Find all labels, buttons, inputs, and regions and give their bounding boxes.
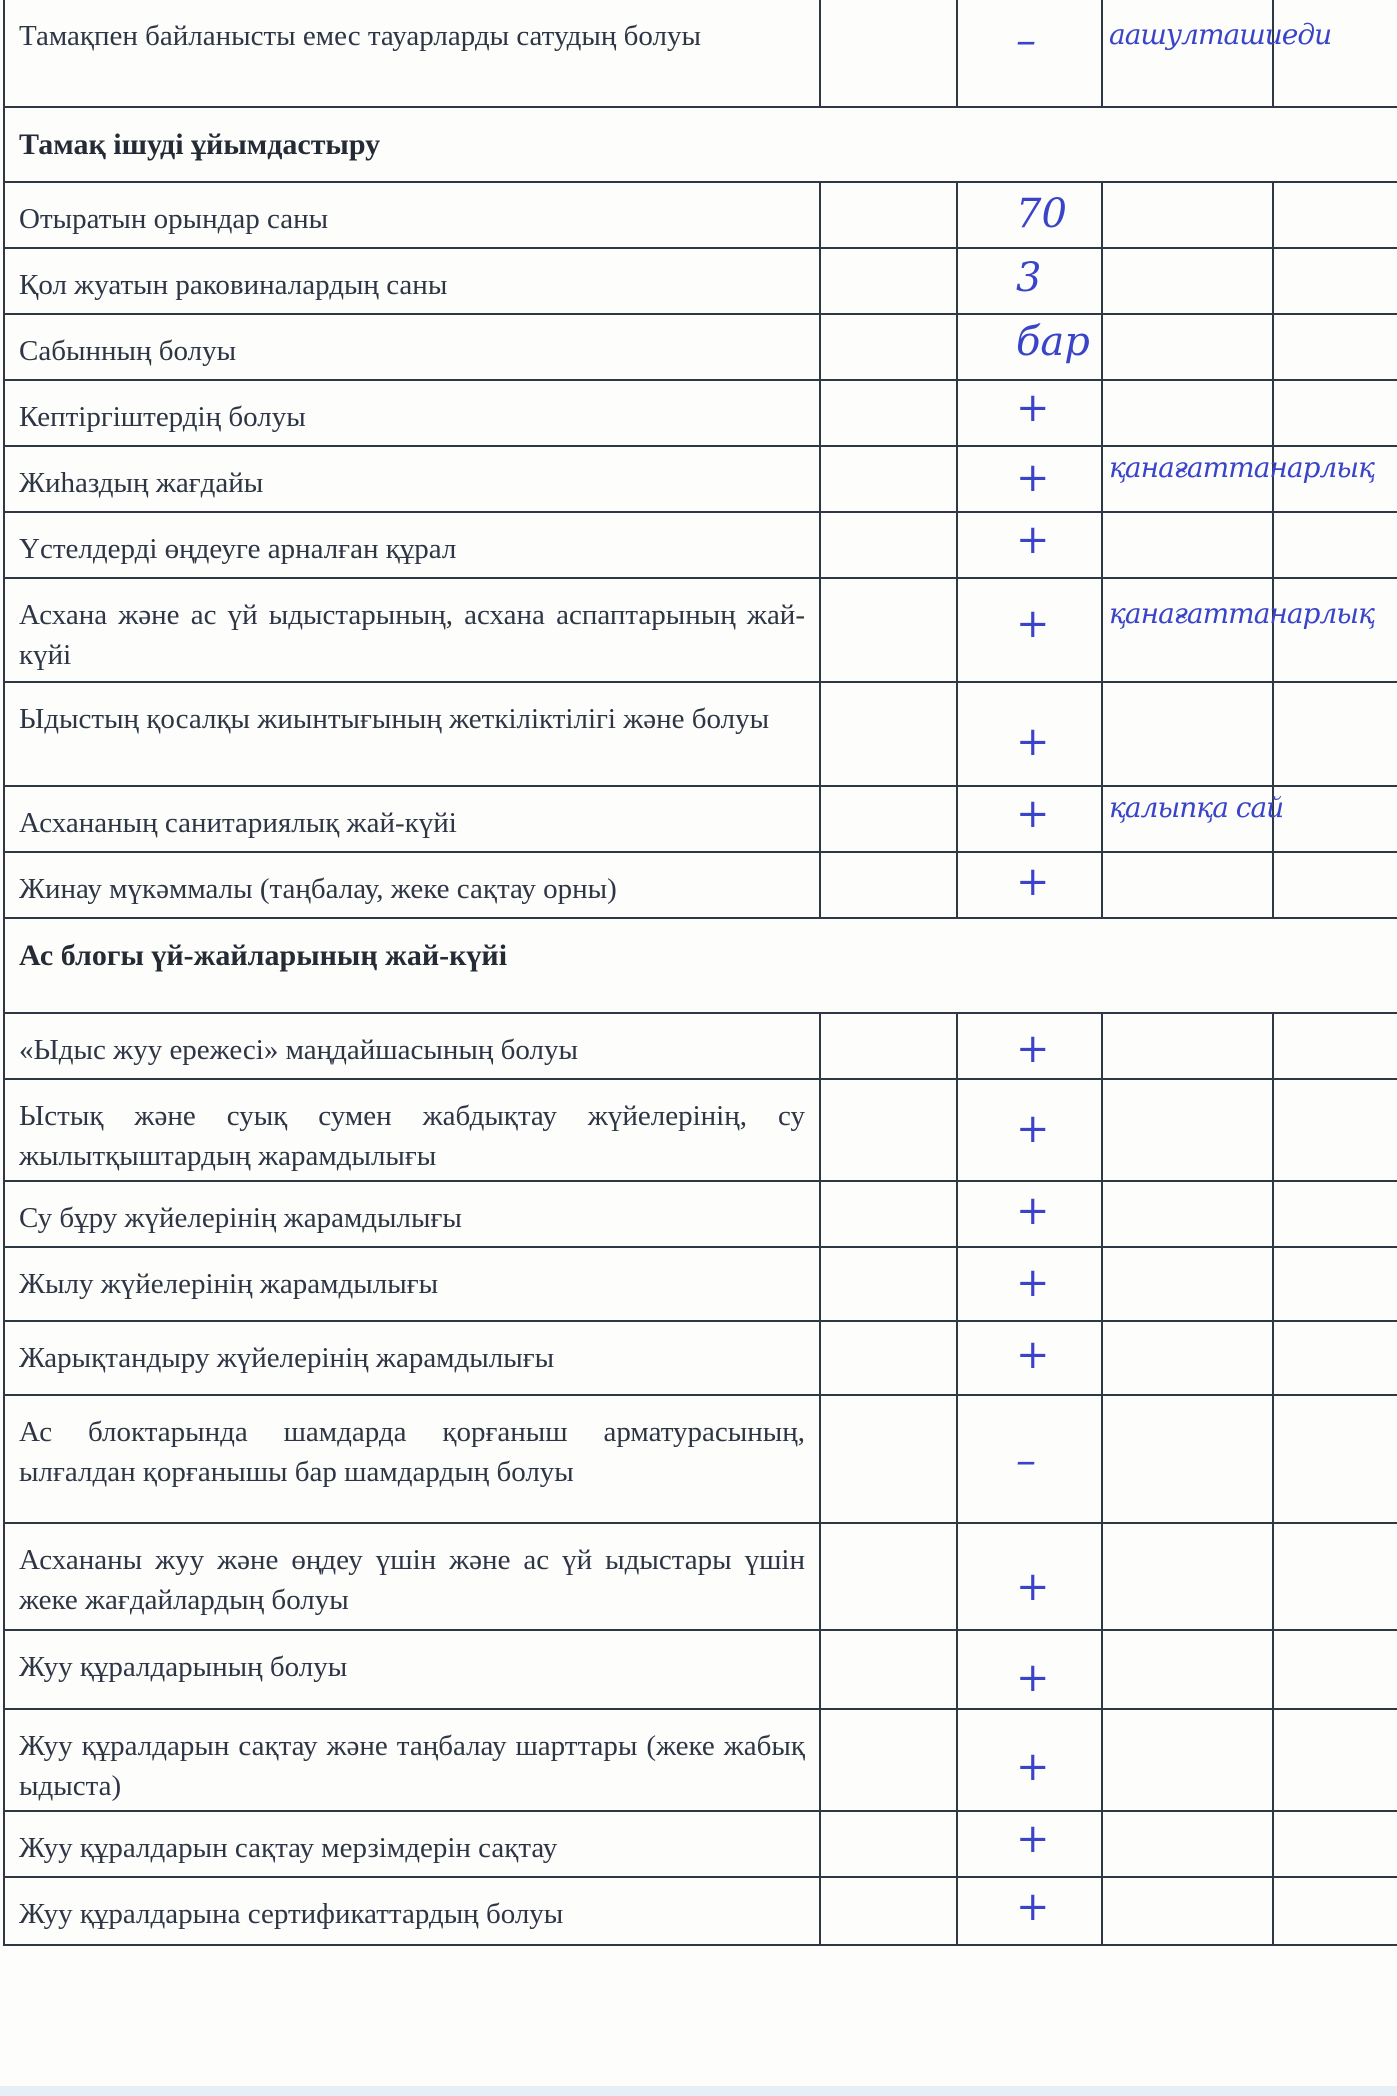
handwritten-mark: +	[1016, 517, 1050, 563]
mark-cell	[957, 1013, 1102, 1079]
handwritten-note: қанағаттанарлық	[1109, 597, 1375, 630]
checklist-row	[4, 1811, 1397, 1877]
handwritten-mark: +	[1016, 1816, 1050, 1862]
note-cell	[1102, 1013, 1273, 1079]
blank-cell	[1273, 182, 1397, 248]
blank-cell	[820, 1709, 957, 1811]
blank-cell	[820, 380, 957, 446]
blank-cell	[1273, 578, 1397, 682]
mark-cell	[957, 1181, 1102, 1247]
blank-cell	[1273, 852, 1397, 918]
checklist-row	[4, 578, 1397, 682]
blank-cell	[1273, 1395, 1397, 1523]
blank-cell	[1273, 512, 1397, 578]
checklist-row	[4, 1013, 1397, 1079]
blank-cell	[820, 578, 957, 682]
checklist-row	[4, 852, 1397, 918]
blank-cell	[1273, 1877, 1397, 1945]
checklist-row	[4, 314, 1397, 380]
criterion-label: Үстелдерді өңдеуге арналған құрал	[4, 512, 820, 578]
criterion-label: Асхананы жуу және өңдеу үшін және ас үй ыдыстары үшін жеке жағдайлардың болуы	[4, 1523, 820, 1630]
blank-cell	[820, 1181, 957, 1247]
mark-cell	[957, 1709, 1102, 1811]
handwritten-mark: +	[1016, 385, 1050, 431]
blank-cell	[820, 1523, 957, 1630]
handwritten-mark: +	[1016, 719, 1050, 765]
scan-bottom-edge	[0, 2086, 1397, 2096]
mark-cell	[957, 512, 1102, 578]
mark-cell	[957, 1395, 1102, 1523]
note-cell	[1102, 1811, 1273, 1877]
checklist-row	[4, 1181, 1397, 1247]
mark-cell	[957, 786, 1102, 852]
criterion-label: Сабынның болуы	[4, 314, 820, 380]
handwritten-mark: –	[1016, 1438, 1036, 1484]
handwritten-mark: +	[1016, 1260, 1050, 1306]
checklist-row	[4, 1523, 1397, 1630]
note-cell	[1102, 682, 1273, 786]
note-cell	[1102, 1395, 1273, 1523]
blank-cell	[820, 314, 957, 380]
checklist-row	[4, 1877, 1397, 1945]
handwritten-mark: +	[1016, 1332, 1050, 1378]
mark-cell	[957, 380, 1102, 446]
checklist-rows	[4, 0, 1397, 1945]
note-cell	[1102, 1079, 1273, 1181]
handwritten-mark: бар	[1016, 319, 1090, 365]
handwritten-mark: +	[1016, 791, 1050, 837]
blank-cell	[1273, 380, 1397, 446]
handwritten-mark: +	[1016, 1744, 1050, 1790]
checklist-row	[4, 512, 1397, 578]
handwritten-mark: +	[1016, 1655, 1050, 1701]
checklist-row	[4, 1709, 1397, 1811]
checklist-row	[4, 1395, 1397, 1523]
criterion-label: Жуу құралдарын сақтау мерзімдерін сақтау	[4, 1811, 820, 1877]
note-cell	[1102, 1181, 1273, 1247]
checklist-row	[4, 1247, 1397, 1321]
criterion-label: Су бұру жүйелерінің жарамдылығы	[4, 1181, 820, 1247]
blank-cell	[820, 446, 957, 512]
note-cell	[1102, 380, 1273, 446]
note-cell	[1102, 1877, 1273, 1945]
criterion-label: Жуу құралдарын сақтау және таңбалау шарттары (жеке жабық ыдыста)	[4, 1709, 820, 1811]
criterion-label: Тамақпен байланысты емес тауарларды сатудың болуы	[4, 0, 820, 107]
handwritten-mark: +	[1016, 601, 1050, 647]
note-cell	[1102, 0, 1332, 107]
handwritten-mark: 70	[1016, 191, 1067, 237]
blank-cell	[1273, 786, 1397, 852]
blank-cell	[1273, 1523, 1397, 1630]
blank-cell	[1273, 1247, 1397, 1321]
mark-cell	[957, 446, 1102, 512]
blank-cell	[820, 512, 957, 578]
criterion-label: Асхананың санитариялық жай-күйі	[4, 786, 820, 852]
note-cell	[1102, 1247, 1273, 1321]
note-cell	[1102, 852, 1273, 918]
checklist-row	[4, 786, 1397, 852]
handwritten-mark: 3	[1016, 255, 1042, 301]
handwritten-mark: +	[1016, 1026, 1050, 1072]
section-header-row	[4, 107, 1397, 182]
checklist-row	[4, 248, 1397, 314]
criterion-label: Ас блоктарында шамдарда қорғаныш арматурасының, ылғалдан қорғанышы бар шамдардың болуы	[4, 1395, 820, 1523]
criterion-label: Жиһаздың жағдайы	[4, 446, 820, 512]
checklist-row	[4, 0, 1397, 107]
mark-cell	[957, 1811, 1102, 1877]
note-cell	[1102, 446, 1375, 512]
mark-cell	[957, 0, 1102, 107]
note-cell	[1102, 314, 1273, 380]
note-cell	[1102, 512, 1273, 578]
blank-cell	[820, 0, 957, 107]
blank-cell	[1273, 682, 1397, 786]
handwritten-mark: +	[1016, 1884, 1050, 1930]
checklist-row	[4, 380, 1397, 446]
blank-cell	[1273, 1079, 1397, 1181]
criterion-label: Жуу құралдарына сертификаттардың болуы	[4, 1877, 820, 1945]
criterion-label: Жылу жүйелерінің жарамдылығы	[4, 1247, 820, 1321]
blank-cell	[820, 1013, 957, 1079]
mark-cell	[957, 248, 1102, 314]
mark-cell	[957, 1877, 1102, 1945]
note-cell	[1102, 1630, 1273, 1709]
mark-cell	[957, 852, 1102, 918]
note-cell	[1102, 1321, 1273, 1395]
blank-cell	[1273, 248, 1397, 314]
handwritten-note: қалыпқа сай	[1109, 791, 1284, 824]
criterion-label: Ыдыстың қосалқы жиынтығының жеткіліктілігі және болуы	[4, 682, 820, 786]
blank-cell	[1273, 1013, 1397, 1079]
section-header-row	[4, 918, 1397, 1013]
criterion-label: Ыстық және суық сумен жабдықтау жүйелерінің, су жылытқыштардың жарамдылығы	[4, 1079, 820, 1181]
section-title: Тамақ ішуді ұйымдастыру	[4, 107, 1397, 182]
checklist-row	[4, 1630, 1397, 1709]
criterion-label: Асхана және ас үй ыдыстарының, асхана аспаптарының жай-күйі	[4, 578, 820, 682]
blank-cell	[820, 1811, 957, 1877]
blank-cell	[1273, 446, 1397, 512]
mark-cell	[957, 314, 1102, 380]
handwritten-mark: –	[1016, 18, 1036, 64]
mark-cell	[957, 1321, 1102, 1395]
mark-cell	[957, 682, 1102, 786]
note-cell	[1102, 182, 1273, 248]
mark-cell	[957, 1523, 1102, 1630]
checklist-row	[4, 446, 1397, 512]
inspection-checklist-table	[3, 0, 1397, 1946]
handwritten-mark: +	[1016, 1564, 1050, 1610]
blank-cell	[820, 682, 957, 786]
criterion-label: Жарықтандыру жүйелерінің жарамдылығы	[4, 1321, 820, 1395]
blank-cell	[820, 1877, 957, 1945]
blank-cell	[820, 852, 957, 918]
blank-cell	[1273, 1709, 1397, 1811]
blank-cell	[820, 786, 957, 852]
blank-cell	[1273, 314, 1397, 380]
checklist-row	[4, 1321, 1397, 1395]
criterion-label: «Ыдыс жуу ережесі» маңдайшасының болуы	[4, 1013, 820, 1079]
blank-cell	[1273, 1630, 1397, 1709]
blank-cell	[1273, 1811, 1397, 1877]
blank-cell	[1273, 0, 1397, 107]
mark-cell	[957, 182, 1102, 248]
blank-cell	[820, 1321, 957, 1395]
handwritten-note: қанағаттанарлық	[1109, 451, 1375, 484]
note-cell	[1102, 248, 1273, 314]
mark-cell	[957, 1079, 1102, 1181]
note-cell	[1102, 578, 1375, 682]
criterion-label: Отыратын орындар саны	[4, 182, 820, 248]
criterion-label: Жинау мүкәммалы (таңбалау, жеке сақтау орны)	[4, 852, 820, 918]
blank-cell	[820, 1630, 957, 1709]
blank-cell	[820, 248, 957, 314]
checklist-row	[4, 182, 1397, 248]
checklist-row	[4, 682, 1397, 786]
handwritten-mark: +	[1016, 1188, 1050, 1234]
mark-cell	[957, 578, 1102, 682]
handwritten-mark: +	[1016, 1106, 1050, 1152]
mark-cell	[957, 1247, 1102, 1321]
criterion-label: Кептіргіштердің болуы	[4, 380, 820, 446]
mark-cell	[957, 1630, 1102, 1709]
handwritten-note: аашулташиеди	[1109, 18, 1332, 51]
checklist-row	[4, 1079, 1397, 1181]
criterion-label: Жуу құралдарының болуы	[4, 1630, 820, 1709]
note-cell	[1102, 1523, 1273, 1630]
handwritten-mark: +	[1016, 455, 1050, 501]
criterion-label: Қол жуатын раковиналардың саны	[4, 248, 820, 314]
blank-cell	[820, 1079, 957, 1181]
blank-cell	[820, 182, 957, 248]
note-cell	[1102, 786, 1284, 852]
note-cell	[1102, 1709, 1273, 1811]
section-title: Ас блогы үй-жайларының жай-күйі	[4, 918, 1397, 1013]
blank-cell	[820, 1247, 957, 1321]
blank-cell	[1273, 1321, 1397, 1395]
blank-cell	[1273, 1181, 1397, 1247]
handwritten-mark: +	[1016, 859, 1050, 905]
blank-cell	[820, 1395, 957, 1523]
